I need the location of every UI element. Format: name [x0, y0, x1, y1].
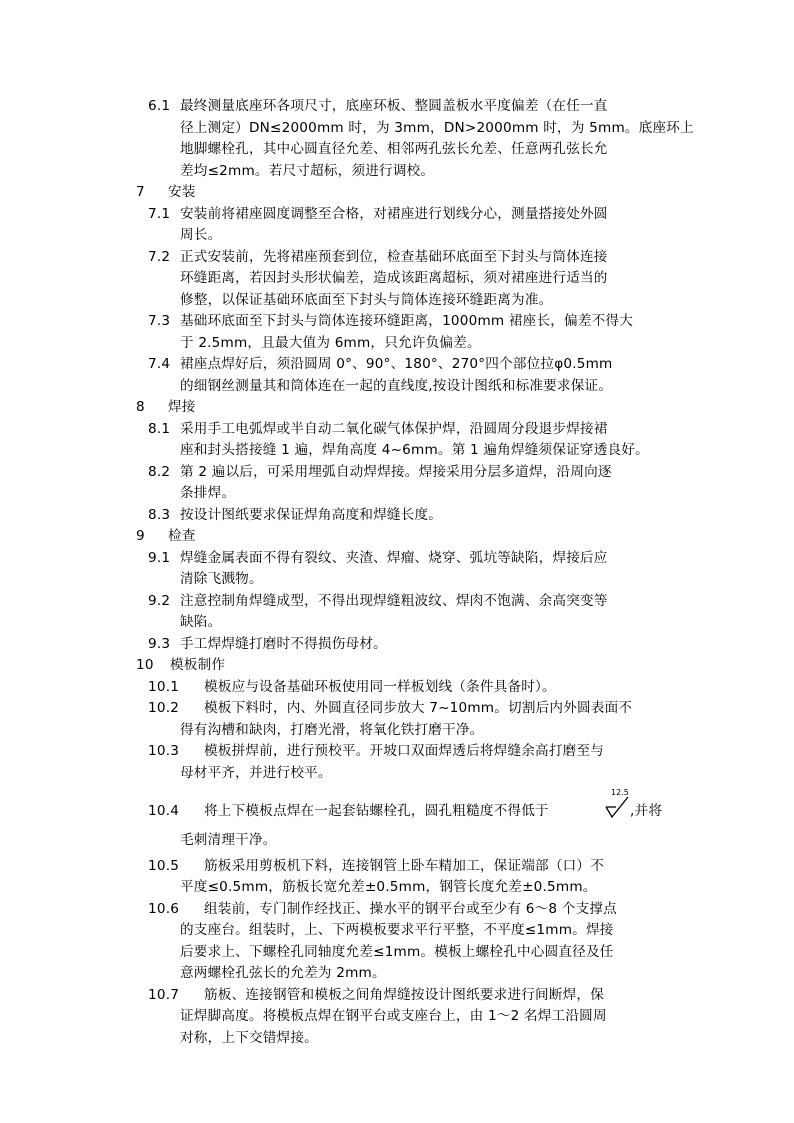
line-7-1-cont: 周长。	[180, 227, 222, 243]
line-7-3-cont: 于 2.5mm，且最大值为 6mm，只允许负偏差。	[180, 335, 481, 351]
line-10-3: 10.3 模板拼焊前，进行预校平。开坡口双面焊透后将焊缝余高打磨至与	[148, 743, 605, 759]
section-10-heading: 10 模板制作	[136, 657, 226, 673]
line-7-4: 7.4 裙座点焊好后，须沿圆周 0°、90°、180°、270°四个部位拉φ0.5mm	[148, 356, 613, 372]
line-6-1-cont: 地脚螺栓孔，其中心圆直径允差、相邻两孔弦长允差、任意两孔弦长允	[180, 141, 608, 157]
section-8-heading: 8 焊接	[136, 399, 196, 415]
line-10-4-tail: ,并将	[630, 803, 663, 819]
line-7-1: 7.1 安装前将裙座圆度调整至合格，对裙座进行划线分心，测量搭接处外圆	[148, 206, 608, 222]
line-10-4-cont: 毛刺清理干净。	[180, 832, 277, 848]
line-9-2-cont: 缺陷。	[180, 614, 222, 630]
line-10-2-cont: 得有沟槽和缺肉，打磨光滑，将氧化铁打磨干净。	[180, 722, 484, 738]
line-7-2-cont: 修整，以保证基础环底面至下封头与筒体连接环缝距离为准。	[180, 292, 553, 308]
line-6-1-cont: 径上测定）DN≤2000mm 时，为 3mm，DN>2000mm 时，为 5mm。底座环上	[180, 120, 694, 136]
line-9-2: 9.2 注意控制角焊缝成型，不得出现焊缝粗波纹、焊肉不饱满、余高突变等	[148, 593, 608, 609]
line-10-6-cont: 后要求上、下螺栓孔同轴度允差≤1mm。模板上螺栓孔中心圆直径及任	[180, 944, 614, 960]
line-10-5-cont: 平度≤0.5mm，筋板长宽允差±0.5mm，钢管长度允差±0.5mm。	[180, 879, 597, 895]
line-10-5: 10.5 筋板采用剪板机下料，连接钢管上卧车精加工，保证端部（口）不	[148, 858, 605, 874]
line-7-2: 7.2 正式安装前，先将裙座预套到位，检查基础环底面至下封头与筒体连接	[148, 249, 608, 265]
svg-text:12.5: 12.5	[611, 788, 629, 797]
line-7-2-cont: 环缝距离，若因封头形状偏差，造成该距离超标，须对裙座进行适当的	[180, 270, 608, 286]
line-8-3: 8.3 按设计图纸要求保证焊角高度和焊缝长度。	[148, 507, 443, 523]
line-10-2: 10.2 模板下料时，内、外圆直径同步放大 7~10mm。切割后内外圆表面不	[148, 700, 633, 716]
section-9-heading: 9 检查	[136, 528, 196, 544]
line-10-7-cont: 证焊脚高度。将模板点焊在钢平台或支座台上，由 1～2 名焊工沿圆周	[180, 1008, 607, 1024]
line-7-4-cont: 的细钢丝测量其和筒体连在一起的直线度,按设计图纸和标准要求保证。	[180, 378, 613, 394]
line-10-3-cont: 母材平齐，并进行校平。	[180, 765, 332, 781]
line-10-1: 10.1 模板应与设备基础环板使用同一样板划线（条件具备时）。	[148, 679, 556, 695]
line-6-1: 6.1 最终测量底座环各项尺寸，底座环板、整圆盖板水平度偏差（在任一直	[148, 98, 608, 114]
line-9-1-cont: 清除飞溅物。	[180, 571, 263, 587]
surface-roughness-icon	[602, 785, 632, 821]
section-7-heading: 7 安装	[136, 184, 196, 200]
line-8-1-cont: 座和封头搭接缝 1 遍，焊角高度 4~6mm。第 1 遍角焊缝须保证穿透良好。	[180, 442, 649, 458]
line-8-2-cont: 条排焊。	[180, 485, 236, 501]
line-6-1-cont: 差均≤2mm。若尺寸超标，须进行调校。	[180, 163, 435, 179]
line-9-3: 9.3 手工焊焊缝打磨时不得损伤母材。	[148, 636, 387, 652]
line-7-3: 7.3 基础环底面至下封头与筒体连接环缝距离，1000mm 裙座长，偏差不得大	[148, 313, 634, 329]
line-10-6-cont: 的支座台。组装时，上、下两模板要求平行平整，不平度≤1mm。焊接	[180, 922, 614, 938]
line-9-1: 9.1 焊缝金属表面不得有裂纹、夹渣、焊瘤、烧穿、弧坑等缺陷，焊接后应	[148, 550, 608, 566]
line-10-7: 10.7 筋板、连接钢管和模板之间角焊缝按设计图纸要求进行间断焊，保	[148, 987, 605, 1003]
line-10-4: 10.4 将上下模板点焊在一起套钻螺栓孔，圆孔粗糙度不得低于	[148, 803, 549, 819]
line-8-2: 8.2 第 2 遍以后，可采用埋弧自动焊焊接。焊接采用分层多道焊，沿周向逐	[148, 464, 612, 480]
line-8-1: 8.1 采用手工电弧焊或半自动二氧化碳气体保护焊，沿圆周分段退步焊接裙	[148, 421, 608, 437]
line-10-6-cont: 意两螺栓孔弦长的允差为 2mm。	[180, 965, 386, 981]
line-10-6: 10.6 组装前，专门制作经找正、操水平的钢平台或至少有 6～8 个支撑点	[148, 901, 617, 917]
line-10-7-cont: 对称，上下交错焊接。	[180, 1030, 318, 1046]
